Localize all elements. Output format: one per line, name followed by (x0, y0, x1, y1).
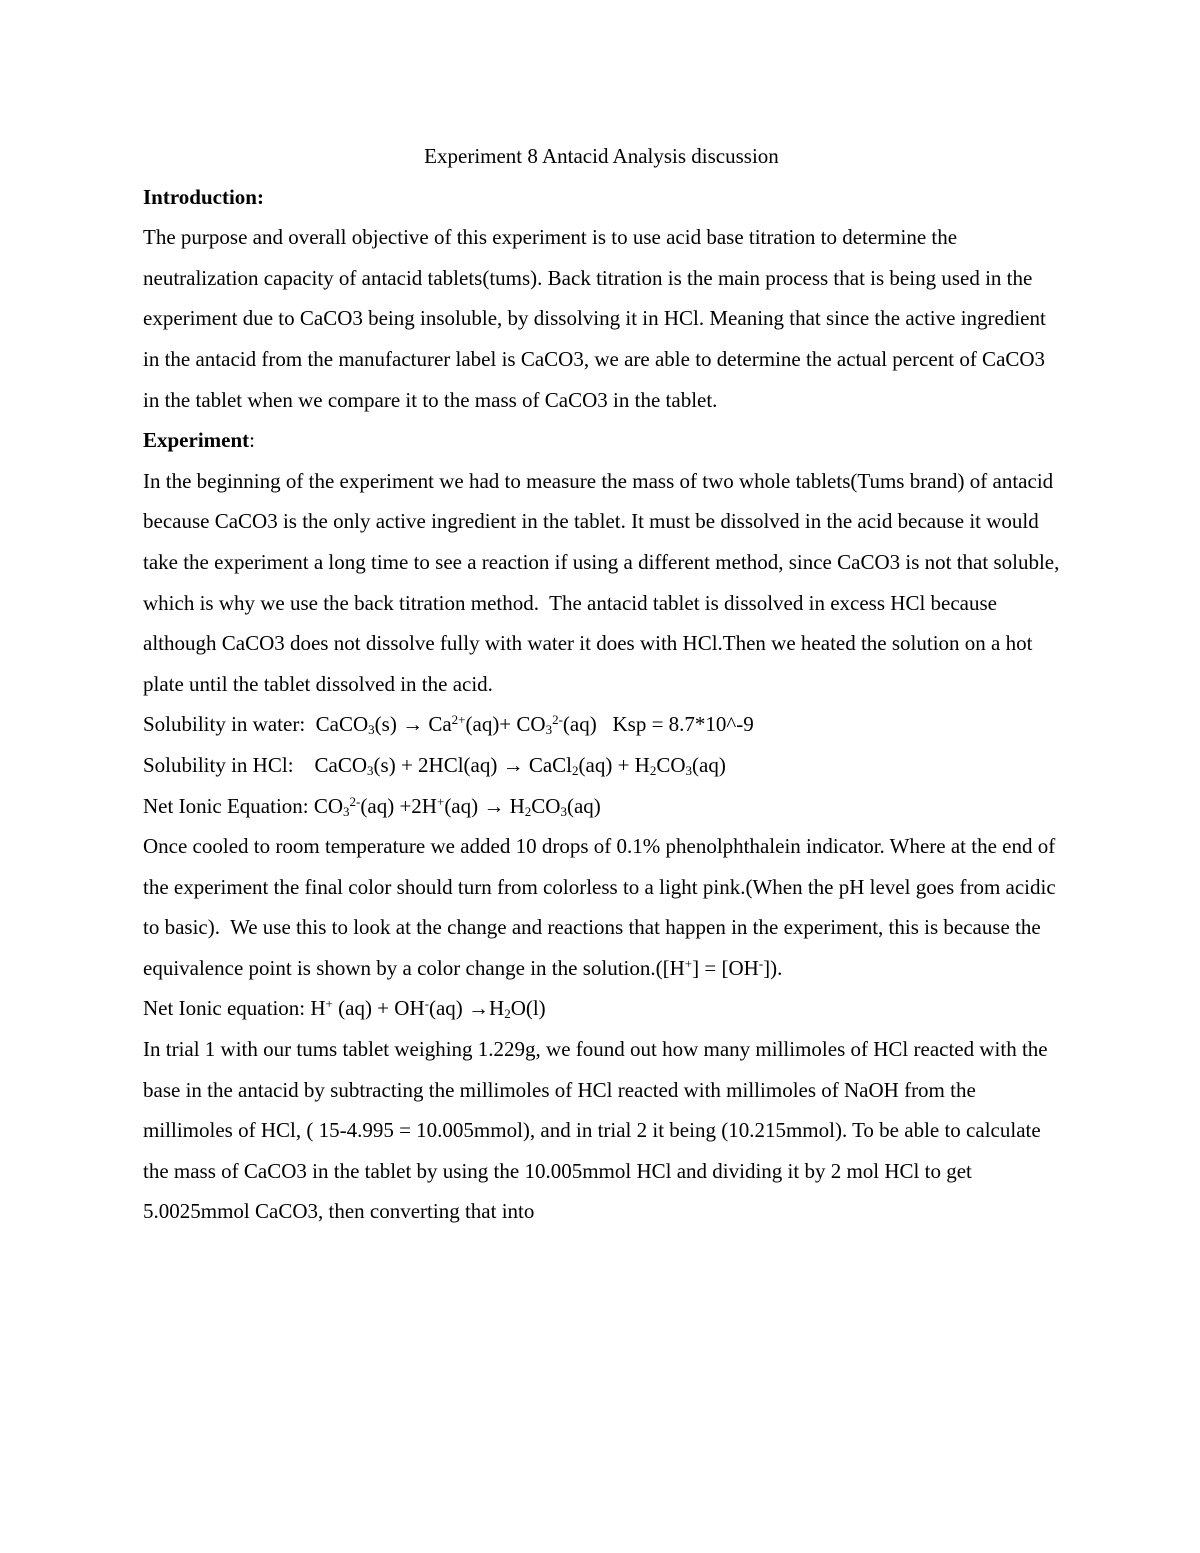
experiment-heading: Experiment: (143, 428, 255, 453)
doc-title: Experiment 8 Antacid Analysis discussion (424, 144, 779, 168)
trial-results-paragraph: In trial 1 with our tums tablet weighing 1.229g, we found out how many millimoles of HCl reacted with the base in the antacid by subtracting the millimoles of HCl reacted with millimoles of NaOH from the millimoles of HCl, ( 15-4.995 = 10.005mmol), and in trial 2 it being (10.215mmol). To be able to calculate the mass of CaCO3 in the tablet by using the 10.005mmol HCl and dividing it by 2 mol HCl to get 5.0025mmol CaCO3, then converting that into (143, 1037, 1053, 1224)
solubility-hcl-equation: Solubility in HCl: CaCO$_3$(s) + 2HCl(aq) → CaCl$_2$(aq) + $H_2CO_3(aq)$ (143, 752, 726, 778)
document-body (143, 136, 1065, 1232)
indicator-paragraph: Once cooled to room temperature we added 10 drops of 0.1% phenolphthalein indicator. Where at the end of the experiment the final color should turn from colorless to a light pink.(When the pH level goes from acidic to basic). We use this to look at the change and reactions that happen in the experiment, this is because the equivalence point is shown by a color change in the solution.([H+] = [OH-]). (143, 834, 1061, 980)
introduction-heading: Introduction: (143, 184, 264, 209)
introduction-paragraph: The purpose and overall objective of this experiment is to use acid base titration to determine the neutralization capacity of antacid tablets(tums). Back titration is the main process that is being used in the experiment due to CaCO3 being insoluble, by dissolving it in HCl. Meaning that since the active ingredient in the antacid from the manufacturer label is CaCO3, we are able to determine the actual percent of CaCO3 in the tablet when we compare it to the mass of CaCO3 in the tablet. (143, 225, 1052, 412)
solubility-water-equation: Solubility in water: CaCO$_3$(s) → $Ca^{2+}(aq)+ CO_3^{2-}(aq)$ Ksp = 8.7*10^-9 (143, 712, 754, 738)
net-ionic-equation-water: Net Ionic equation: H+ $(aq) + OH^-(aq) \to H_2O(l)$ (143, 996, 546, 1022)
net-ionic-equation-carbonate: Net Ionic Equation: $CO_3^{2-}(aq) +2H^+(aq) \to H_2CO_3(aq)$ (143, 793, 601, 819)
experiment-paragraph: In the beginning of the experiment we had to measure the mass of two whole tablets(Tums brand) of antacid because CaCO3 is the only active ingredient in the tablet. It must be dissolved in the acid because it would take the experiment a long time to see a reaction if using a different method, since CaCO3 is not that soluble, which is why we use the back titration method. The antacid tablet is dissolved in excess HCl because although CaCO3 does not dissolve fully with water it does with HCl.Then we heated the solution on a hot plate until the tablet dissolved in the acid. (143, 468, 1065, 696)
